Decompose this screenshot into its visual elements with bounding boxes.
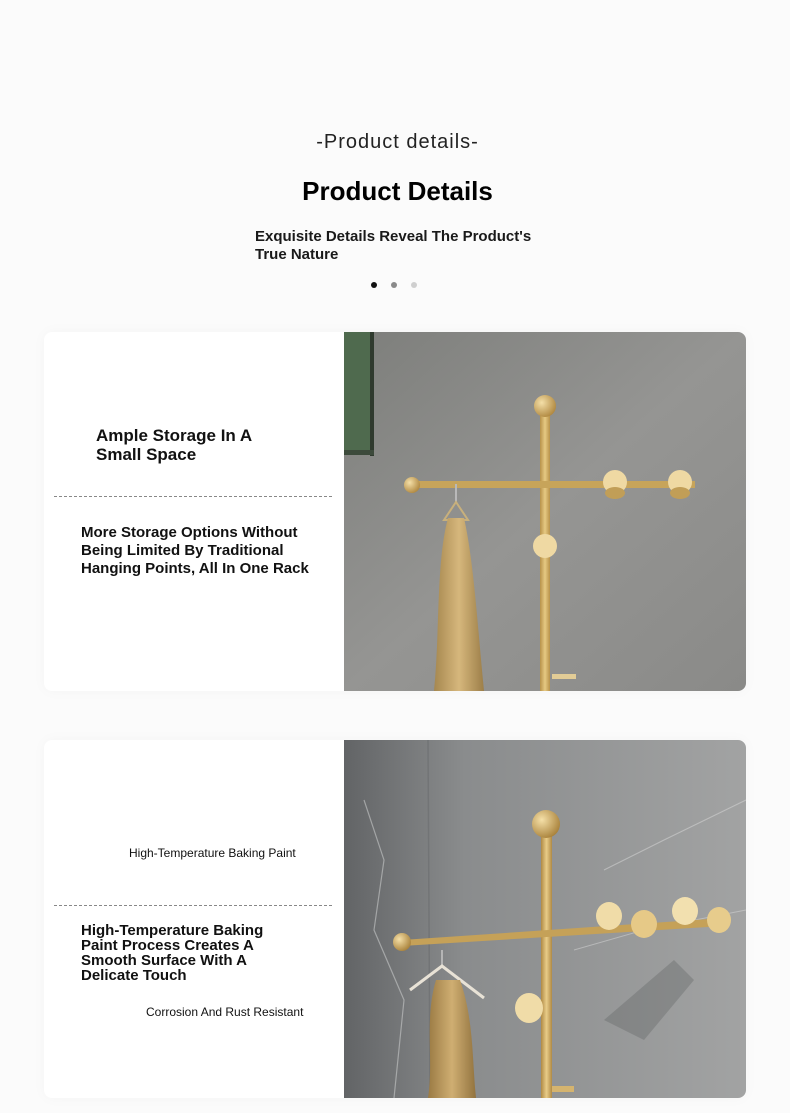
carousel-dot[interactable] [391, 282, 397, 288]
coat-rack-marble-photo [344, 740, 746, 1098]
page-title: Product Details [302, 176, 493, 206]
coat-rack-photo [344, 332, 746, 691]
section-eyebrow: -Product details- [316, 131, 479, 153]
feature-note: Corrosion And Rust Resistant [146, 1005, 304, 1019]
feature-title: High-Temperature Baking Paint [129, 846, 296, 860]
carousel-dot[interactable] [371, 282, 377, 288]
feature-description: High-Temperature Baking Paint Process Creates A Smooth Surface With A Delicate Touch [81, 922, 264, 984]
feature-title: Ample Storage In A Small Space [96, 426, 252, 464]
feature-card-paint [44, 740, 746, 1098]
page-subtitle: Exquisite Details Reveal The Product's True Nature [255, 228, 532, 263]
feature-card-storage [44, 332, 746, 691]
carousel-dot[interactable] [411, 282, 417, 288]
dashed-divider [54, 496, 332, 497]
dashed-divider [54, 905, 332, 906]
feature-description: More Storage Options Without Being Limited By Traditional Hanging Points, All In One Rack [81, 524, 309, 577]
